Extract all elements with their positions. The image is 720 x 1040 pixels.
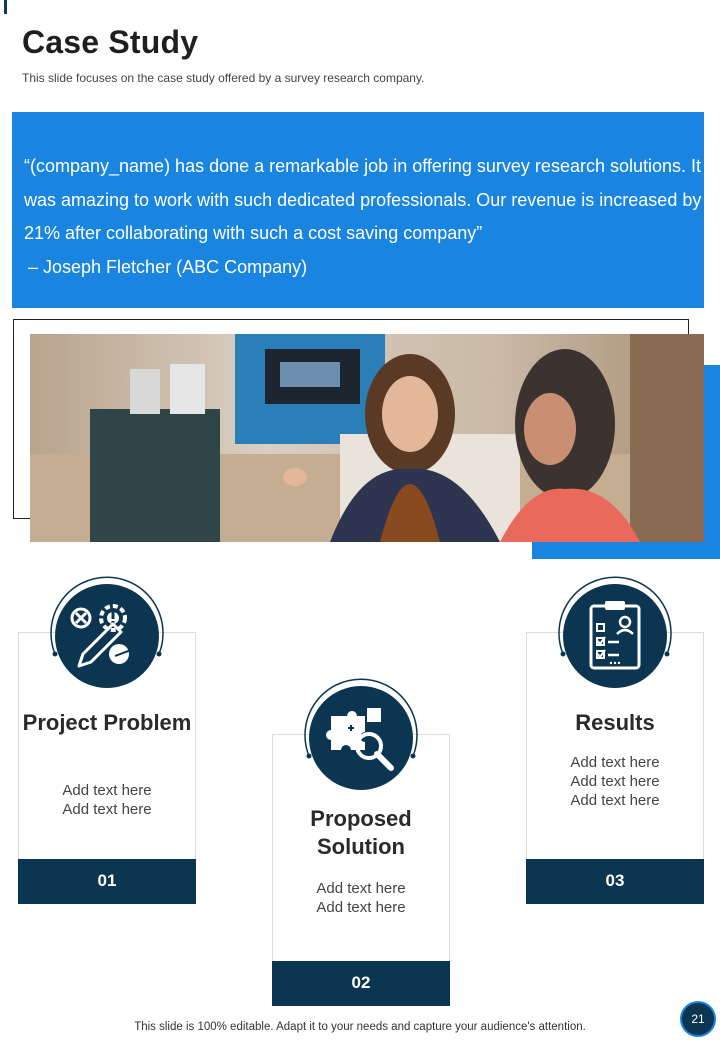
card-icon-badge (555, 576, 675, 696)
card-title: Results (575, 710, 655, 735)
problem-gear-pencil-icon (67, 596, 147, 676)
card-title: Proposed Solution (310, 806, 412, 859)
card-text-line: Add text here (62, 782, 152, 799)
testimonial-quote: “(company_name) has done a remarkable job in offering survey research solutions. It was amazing to work with such dedicated professionals. Our revenue is increased by 21% after collaborating with such a cost saving company” (24, 156, 702, 243)
testimonial-author: – Joseph Fletcher (ABC Company) (28, 256, 308, 277)
card-number-bar: 02 (272, 961, 450, 1006)
card-number-bar: 01 (18, 859, 196, 904)
footer-note: This slide is 100% editable. Adapt it to your needs and capture your audience's attention. (134, 1021, 586, 1033)
page-subtitle: This slide focuses on the case study offered by a survey research company. (22, 71, 425, 85)
card-title: Project Problem (22, 710, 192, 735)
card-text-line: Add text here (316, 880, 406, 897)
page-title: Case Study (22, 24, 199, 60)
office-photo (30, 334, 704, 542)
card-icon-badge (47, 576, 167, 696)
puzzle-magnifier-icon (321, 698, 401, 778)
card-text-line: Add text here (316, 899, 406, 916)
testimonial-box (12, 112, 704, 308)
card-text-line: Add text here (570, 792, 660, 809)
clipboard-checklist-icon (575, 596, 655, 676)
card-text-line: Add text here (570, 773, 660, 790)
card-text-line: Add text here (62, 801, 152, 818)
card-icon-badge (301, 678, 421, 798)
card-text-line: Add text here (570, 754, 660, 771)
page-number-badge: 21 (680, 1001, 716, 1037)
corner-accent-mark (4, 0, 7, 14)
card-number-bar: 03 (526, 859, 704, 904)
